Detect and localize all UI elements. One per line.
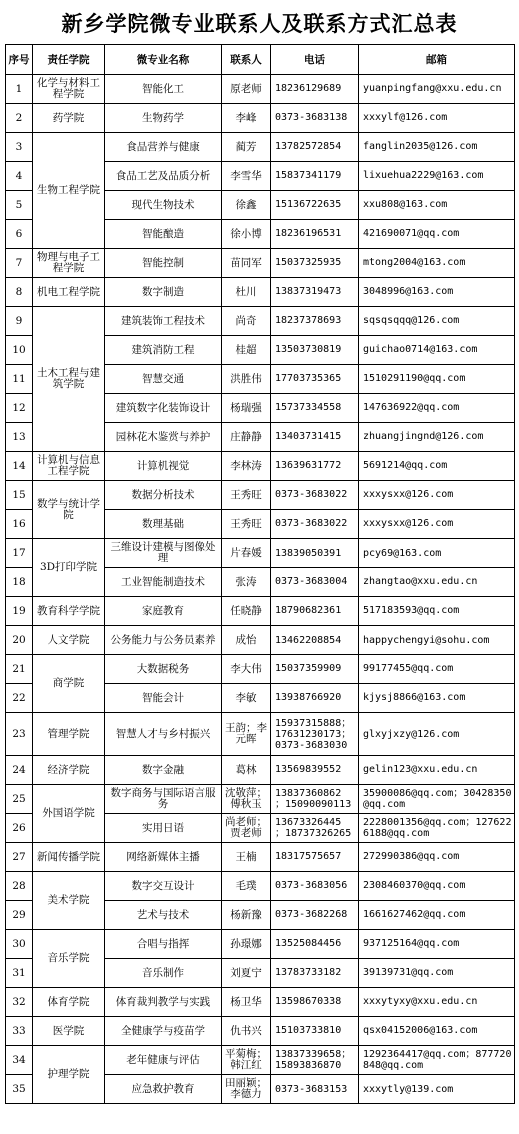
contact-cell: 王秀旺 (222, 510, 271, 539)
email-cell[interactable]: 272990386@qq.com (359, 843, 515, 872)
row-number: 17 (6, 539, 33, 568)
phone-cell: 15837341179 (271, 162, 359, 191)
row-number: 7 (6, 249, 33, 278)
row-number: 11 (6, 365, 33, 394)
major-cell: 全健康学与疫苗学 (105, 1017, 222, 1046)
table-row (6, 75, 515, 104)
table-body (6, 75, 515, 1104)
major-cell: 合唱与指挥 (105, 930, 222, 959)
phone-cell: 18317575657 (271, 843, 359, 872)
header-major: 微专业名称 (105, 45, 222, 75)
contact-cell: 任晓静 (222, 597, 271, 626)
email-cell[interactable]: 1292364417@qq.com；877720848@qq.com (359, 1046, 515, 1075)
phone-cell: 15037325935 (271, 249, 359, 278)
phone-cell: 15937315888；17631230173；0373-3683030 (271, 713, 359, 756)
email-cell[interactable]: 2308460370@qq.com (359, 872, 515, 901)
contact-cell: 原老师 (222, 75, 271, 104)
phone-cell: 15103733810 (271, 1017, 359, 1046)
major-cell: 计算机视觉 (105, 452, 222, 481)
header-phone: 电话 (271, 45, 359, 75)
major-cell: 艺术与技术 (105, 901, 222, 930)
major-cell: 生物药学 (105, 104, 222, 133)
email-cell[interactable]: 35900086@qq.com；30428350@qq.com (359, 785, 515, 814)
email-cell[interactable]: xxxysxx@126.com (359, 510, 515, 539)
contact-cell: 洪胜伟 (222, 365, 271, 394)
phone-cell: 13782572854 (271, 133, 359, 162)
college-cell: 教育科学学院 (33, 597, 105, 626)
major-cell: 数字交互设计 (105, 872, 222, 901)
contact-cell: 杨瑞强 (222, 394, 271, 423)
row-number: 3 (6, 133, 33, 162)
phone-cell: 13839050391 (271, 539, 359, 568)
contact-cell: 徐小博 (222, 220, 271, 249)
college-cell: 计算机与信息工程学院 (33, 452, 105, 481)
contact-cell: 徐鑫 (222, 191, 271, 220)
table-row (6, 307, 515, 336)
email-cell[interactable]: xxxysxx@126.com (359, 481, 515, 510)
header-college: 责任学院 (33, 45, 105, 75)
email-cell[interactable]: 99177455@qq.com (359, 655, 515, 684)
row-number: 24 (6, 756, 33, 785)
major-cell: 数字制造 (105, 278, 222, 307)
email-cell[interactable]: xxxylf@126.com (359, 104, 515, 133)
major-cell: 建筑消防工程 (105, 336, 222, 365)
table-row (6, 713, 515, 756)
phone-cell: 13837339658；15893836870 (271, 1046, 359, 1075)
email-cell[interactable]: gelin123@xxu.edu.cn (359, 756, 515, 785)
contact-cell: 毛璞 (222, 872, 271, 901)
row-number: 18 (6, 568, 33, 597)
row-number: 12 (6, 394, 33, 423)
table-row (6, 843, 515, 872)
table-row (6, 872, 515, 901)
table-row (6, 930, 515, 959)
major-cell: 智能化工 (105, 75, 222, 104)
row-number: 8 (6, 278, 33, 307)
major-cell: 建筑数字化装饰设计 (105, 394, 222, 423)
row-number: 1 (6, 75, 33, 104)
row-number: 10 (6, 336, 33, 365)
college-cell: 人文学院 (33, 626, 105, 655)
row-number: 20 (6, 626, 33, 655)
contact-cell: 杜川 (222, 278, 271, 307)
table-header-row (6, 45, 515, 75)
table-row (6, 104, 515, 133)
major-cell: 食品营养与健康 (105, 133, 222, 162)
major-cell: 体育裁判教学与实践 (105, 988, 222, 1017)
major-cell: 数字商务与国际语言服务 (105, 785, 222, 814)
email-cell[interactable]: 937125164@qq.com (359, 930, 515, 959)
email-cell[interactable]: 2228001356@qq.com；1276226188@qq.com (359, 814, 515, 843)
row-number: 33 (6, 1017, 33, 1046)
phone-cell: 13598670338 (271, 988, 359, 1017)
contact-cell: 孙璟娜 (222, 930, 271, 959)
phone-cell: 15737334558 (271, 394, 359, 423)
college-cell: 外国语学院 (33, 785, 105, 843)
email-cell[interactable]: sqsqsqqq@126.com (359, 307, 515, 336)
college-cell: 管理学院 (33, 713, 105, 756)
row-number: 6 (6, 220, 33, 249)
header-contact: 联系人 (222, 45, 271, 75)
major-cell: 数据分析技术 (105, 481, 222, 510)
major-cell: 工业智能制造技术 (105, 568, 222, 597)
contact-cell: 葛林 (222, 756, 271, 785)
college-cell: 体育学院 (33, 988, 105, 1017)
row-number: 22 (6, 684, 33, 713)
phone-cell: 13673326445 ；18737326265 (271, 814, 359, 843)
email-cell[interactable]: happychengyi@sohu.com (359, 626, 515, 655)
row-number: 28 (6, 872, 33, 901)
phone-cell: 13403731415 (271, 423, 359, 452)
major-cell: 园林花木鉴赏与养护 (105, 423, 222, 452)
table-row (6, 597, 515, 626)
email-cell[interactable]: 421690071@qq.com (359, 220, 515, 249)
table-row (6, 249, 515, 278)
contact-cell: 尚老师；贾老师 (222, 814, 271, 843)
phone-cell: 0373-3683153 (271, 1075, 359, 1104)
college-cell: 药学院 (33, 104, 105, 133)
major-cell: 建筑装饰工程技术 (105, 307, 222, 336)
row-number: 5 (6, 191, 33, 220)
table-row (6, 1046, 515, 1075)
phone-cell: 15136722635 (271, 191, 359, 220)
email-cell[interactable]: glxyjxzy@126.com (359, 713, 515, 756)
major-cell: 食品工艺及品质分析 (105, 162, 222, 191)
college-cell: 土木工程与建筑学院 (33, 307, 105, 452)
phone-cell: 13462208854 (271, 626, 359, 655)
table-row (6, 133, 515, 162)
major-cell: 智能控制 (105, 249, 222, 278)
phone-cell: 13783733182 (271, 959, 359, 988)
row-number: 26 (6, 814, 33, 843)
row-number: 30 (6, 930, 33, 959)
email-cell[interactable]: xxxytyxy@xxu.edu.cn (359, 988, 515, 1017)
contact-cell: 仇书兴 (222, 1017, 271, 1046)
table-row (6, 481, 515, 510)
college-cell: 护理学院 (33, 1046, 105, 1104)
email-cell[interactable]: 39139731@qq.com (359, 959, 515, 988)
phone-cell: 15037359909 (271, 655, 359, 684)
email-cell[interactable]: 1661627462@qq.com (359, 901, 515, 930)
phone-cell: 18237378693 (271, 307, 359, 336)
contact-cell: 李雪华 (222, 162, 271, 191)
row-number: 15 (6, 481, 33, 510)
college-cell: 美术学院 (33, 872, 105, 930)
row-number: 23 (6, 713, 33, 756)
email-cell[interactable]: fanglin2035@126.com (359, 133, 515, 162)
table-row (6, 539, 515, 568)
email-cell[interactable]: xxu808@163.com (359, 191, 515, 220)
major-cell: 应急救护教育 (105, 1075, 222, 1104)
table-row (6, 278, 515, 307)
major-cell: 现代生物技术 (105, 191, 222, 220)
major-cell: 智能会计 (105, 684, 222, 713)
major-cell: 音乐制作 (105, 959, 222, 988)
table-row (6, 1017, 515, 1046)
header-email: 邮箱 (359, 45, 515, 75)
college-cell: 商学院 (33, 655, 105, 713)
contact-cell: 王楠 (222, 843, 271, 872)
contact-cell: 沈敬萍；傅秋玉 (222, 785, 271, 814)
phone-cell: 18236196531 (271, 220, 359, 249)
row-number: 34 (6, 1046, 33, 1075)
row-number: 27 (6, 843, 33, 872)
college-cell: 化学与材料工程学院 (33, 75, 105, 104)
email-cell[interactable]: 147636922@qq.com (359, 394, 515, 423)
row-number: 4 (6, 162, 33, 191)
row-number: 14 (6, 452, 33, 481)
college-cell: 音乐学院 (33, 930, 105, 988)
contact-cell: 成怡 (222, 626, 271, 655)
major-cell: 智慧交通 (105, 365, 222, 394)
contact-cell: 平菊梅；韩江红 (222, 1046, 271, 1075)
college-cell: 生物工程学院 (33, 133, 105, 249)
table-row (6, 452, 515, 481)
contact-table (5, 44, 515, 1104)
major-cell: 实用日语 (105, 814, 222, 843)
email-cell[interactable]: 1510291190@qq.com (359, 365, 515, 394)
major-cell: 数字金融 (105, 756, 222, 785)
phone-cell: 18790682361 (271, 597, 359, 626)
major-cell: 智能酿造 (105, 220, 222, 249)
major-cell: 老年健康与评估 (105, 1046, 222, 1075)
email-cell[interactable]: mtong2004@163.com (359, 249, 515, 278)
row-number: 2 (6, 104, 33, 133)
major-cell: 大数据税务 (105, 655, 222, 684)
phone-cell: 0373-3683022 (271, 481, 359, 510)
table-row (6, 988, 515, 1017)
row-number: 21 (6, 655, 33, 684)
email-cell[interactable]: 5691214@qq.com (359, 452, 515, 481)
table-row (6, 756, 515, 785)
contact-cell: 李林涛 (222, 452, 271, 481)
contact-cell: 刘夏宁 (222, 959, 271, 988)
college-cell: 新闻传播学院 (33, 843, 105, 872)
row-number: 32 (6, 988, 33, 1017)
phone-cell: 0373-3683138 (271, 104, 359, 133)
contact-cell: 蔺芳 (222, 133, 271, 162)
document-title: 新乡学院微专业联系人及联系方式汇总表 (61, 12, 458, 36)
college-cell: 机电工程学院 (33, 278, 105, 307)
email-cell[interactable]: lixuehua2229@163.com (359, 162, 515, 191)
contact-cell: 杨卫华 (222, 988, 271, 1017)
email-cell[interactable]: pcy69@163.com (359, 539, 515, 568)
contact-cell: 张涛 (222, 568, 271, 597)
contact-cell: 片春媛 (222, 539, 271, 568)
phone-cell: 13837360862 ；15090090113 (271, 785, 359, 814)
row-number: 16 (6, 510, 33, 539)
table-row (6, 785, 515, 814)
contact-cell: 王韵；李元晖 (222, 713, 271, 756)
row-number: 19 (6, 597, 33, 626)
row-number: 13 (6, 423, 33, 452)
email-cell[interactable]: 517183593@qq.com (359, 597, 515, 626)
major-cell: 数理基础 (105, 510, 222, 539)
email-cell[interactable]: yuanpingfang@xxu.edu.cn (359, 75, 515, 104)
phone-cell: 0373-3683022 (271, 510, 359, 539)
contact-cell: 李大伟 (222, 655, 271, 684)
phone-cell: 18236129689 (271, 75, 359, 104)
contact-cell: 苗同军 (222, 249, 271, 278)
phone-cell: 13837319473 (271, 278, 359, 307)
phone-cell: 13569839552 (271, 756, 359, 785)
email-cell[interactable]: qsx04152006@163.com (359, 1017, 515, 1046)
phone-cell: 13525084456 (271, 930, 359, 959)
phone-cell: 0373-3682268 (271, 901, 359, 930)
table-row (6, 626, 515, 655)
row-number: 9 (6, 307, 33, 336)
contact-cell: 李峰 (222, 104, 271, 133)
email-cell[interactable]: 3048996@163.com (359, 278, 515, 307)
header-no: 序号 (6, 45, 33, 75)
college-cell: 3D打印学院 (33, 539, 105, 597)
college-cell: 医学院 (33, 1017, 105, 1046)
phone-cell: 13503730819 (271, 336, 359, 365)
email-cell[interactable]: zhangtao@xxu.edu.cn (359, 568, 515, 597)
college-cell: 数学与统计学院 (33, 481, 105, 539)
major-cell: 网络新媒体主播 (105, 843, 222, 872)
major-cell: 公务能力与公务员素养 (105, 626, 222, 655)
contact-cell: 王秀旺 (222, 481, 271, 510)
phone-cell: 13938766920 (271, 684, 359, 713)
college-cell: 经济学院 (33, 756, 105, 785)
row-number: 25 (6, 785, 33, 814)
phone-cell: 0373-3683004 (271, 568, 359, 597)
phone-cell: 17703735365 (271, 365, 359, 394)
email-cell[interactable]: zhuangjingnd@126.com (359, 423, 515, 452)
row-number: 35 (6, 1075, 33, 1104)
email-cell[interactable]: kjysj8866@163.com (359, 684, 515, 713)
contact-cell: 尚奇 (222, 307, 271, 336)
college-cell: 物理与电子工程学院 (33, 249, 105, 278)
email-cell[interactable]: guichao0714@163.com (359, 336, 515, 365)
phone-cell: 0373-3683056 (271, 872, 359, 901)
contact-cell: 桂超 (222, 336, 271, 365)
contact-cell: 田丽颖；李德力 (222, 1075, 271, 1104)
major-cell: 家庭教育 (105, 597, 222, 626)
phone-cell: 13639631772 (271, 452, 359, 481)
email-cell[interactable]: xxxytly@139.com (359, 1075, 515, 1104)
contact-cell: 庄静静 (222, 423, 271, 452)
contact-cell: 李敏 (222, 684, 271, 713)
major-cell: 三维设计建模与图像处理 (105, 539, 222, 568)
row-number: 29 (6, 901, 33, 930)
major-cell: 智慧人才与乡村振兴 (105, 713, 222, 756)
row-number: 31 (6, 959, 33, 988)
contact-cell: 杨新豫 (222, 901, 271, 930)
table-row (6, 655, 515, 684)
